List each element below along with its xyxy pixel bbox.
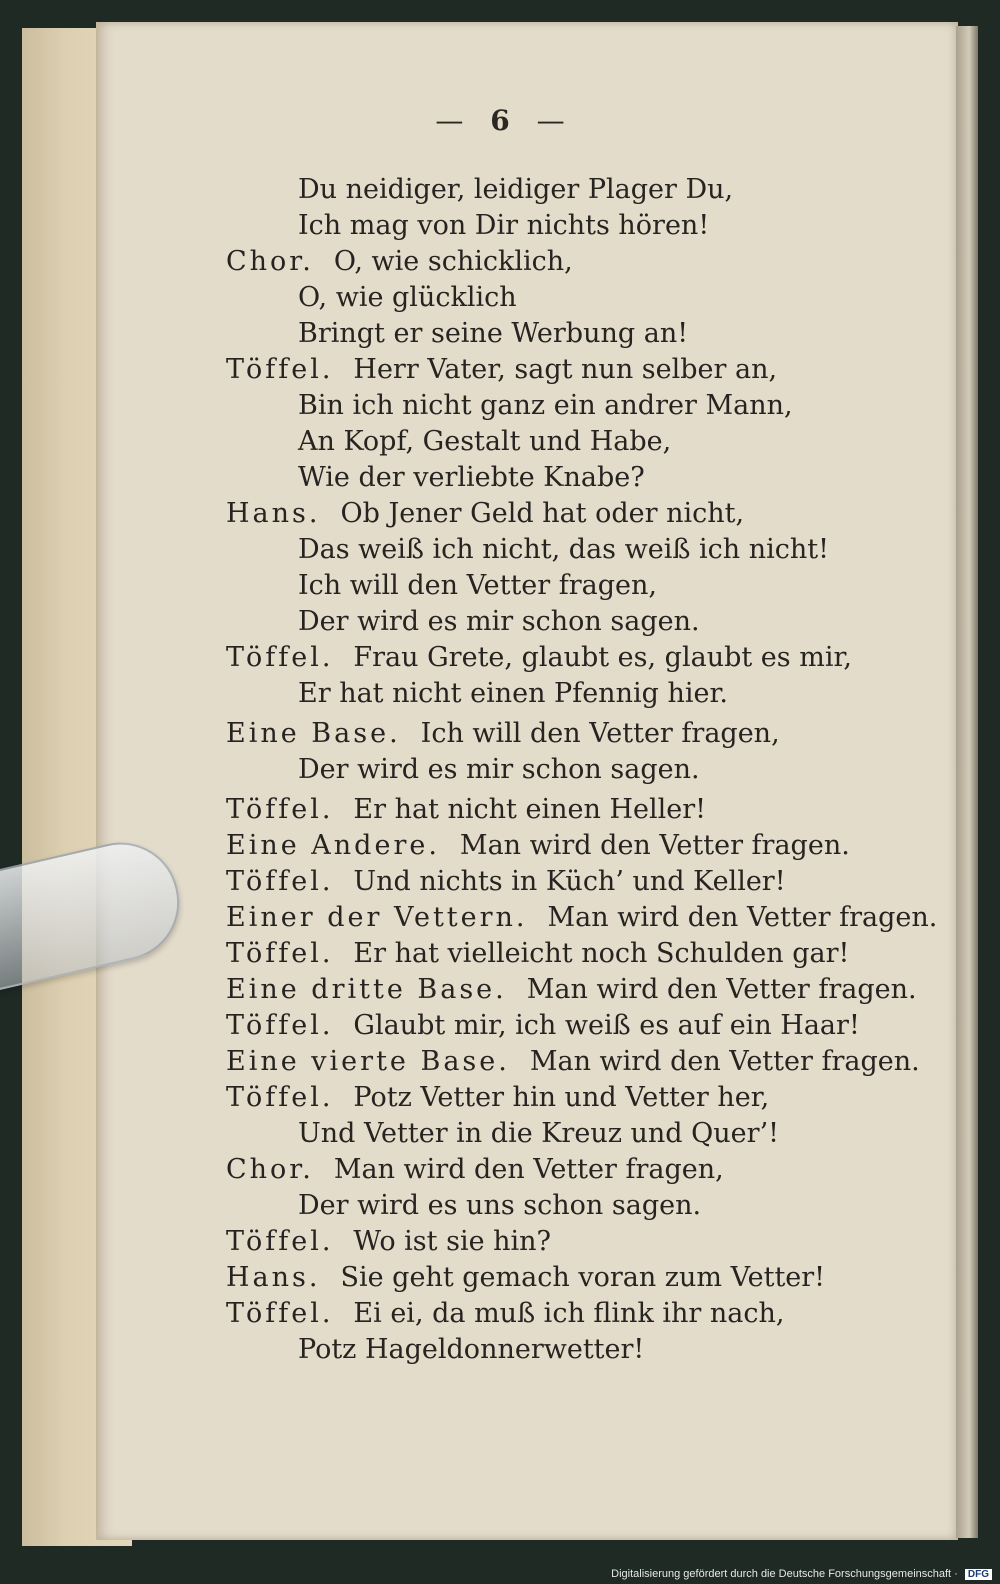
line-text: Potz Vetter hin und Vetter her, bbox=[353, 1082, 770, 1113]
dash-left: — bbox=[435, 104, 464, 137]
dash-right: — bbox=[536, 104, 565, 137]
line-text: Man wird den Vetter fragen. bbox=[459, 830, 850, 861]
text-line bbox=[226, 496, 946, 532]
speaker-name: Töffel. bbox=[226, 866, 334, 897]
text-line bbox=[226, 352, 946, 388]
line-text: Das weiß ich nicht, das weiß ich nicht! bbox=[298, 534, 829, 565]
line-text: Er hat nicht einen Heller! bbox=[353, 794, 706, 825]
text-line bbox=[226, 1152, 946, 1188]
speaker-name: Töffel. bbox=[226, 794, 334, 825]
text-line bbox=[226, 1044, 946, 1080]
line-text: Und Vetter in die Kreuz und Quer’! bbox=[298, 1118, 780, 1149]
speaker-name: Hans. bbox=[226, 498, 321, 529]
text-line bbox=[226, 1224, 946, 1260]
text-line bbox=[226, 172, 946, 208]
line-text: Ob Jener Geld hat oder nicht, bbox=[340, 498, 745, 529]
page-header bbox=[0, 104, 1000, 137]
line-text: Wo ist sie hin? bbox=[353, 1226, 552, 1257]
text-line bbox=[226, 604, 946, 640]
speaker-name: Töffel. bbox=[226, 1298, 334, 1329]
text-line bbox=[226, 1296, 946, 1332]
line-text: Er hat vielleicht noch Schulden gar! bbox=[353, 938, 850, 969]
text-line bbox=[226, 900, 946, 936]
text-line bbox=[226, 1188, 946, 1224]
text-line bbox=[226, 864, 946, 900]
line-text: Glaubt mir, ich weiß es auf ein Haar! bbox=[353, 1010, 860, 1041]
speaker-name: Eine vierte Base. bbox=[226, 1046, 510, 1077]
text-line bbox=[226, 676, 946, 712]
speaker-name: Eine Base. bbox=[226, 718, 401, 749]
text-block bbox=[226, 172, 946, 1368]
line-text: Der wird es mir schon sagen. bbox=[298, 754, 700, 785]
footer bbox=[611, 1568, 992, 1580]
line-text: Ei ei, da muß ich flink ihr nach, bbox=[353, 1298, 785, 1329]
text-line bbox=[226, 752, 946, 788]
speaker-name: Eine Andere. bbox=[226, 830, 440, 861]
speaker-name: Töffel. bbox=[226, 1010, 334, 1041]
text-line bbox=[226, 316, 946, 352]
line-text: Er hat nicht einen Pfennig hier. bbox=[298, 678, 728, 709]
line-text: Potz Hageldonnerwetter! bbox=[298, 1334, 645, 1365]
dfg-logo: DFG bbox=[965, 1569, 992, 1580]
text-line bbox=[226, 424, 946, 460]
speaker-name: Chor. bbox=[226, 1154, 314, 1185]
text-line bbox=[226, 1260, 946, 1296]
line-text: Man wird den Vetter fragen, bbox=[333, 1154, 724, 1185]
text-line bbox=[226, 828, 946, 864]
text-line bbox=[226, 1080, 946, 1116]
line-text: Bin ich nicht ganz ein andrer Mann, bbox=[298, 390, 793, 421]
line-text: Man wird den Vetter fragen. bbox=[547, 902, 938, 933]
line-text: O, wie glücklich bbox=[298, 282, 517, 313]
text-line bbox=[226, 1116, 946, 1152]
line-text: Der wird es mir schon sagen. bbox=[298, 606, 700, 637]
speaker-name: Eine dritte Base. bbox=[226, 974, 507, 1005]
line-text: Man wird den Vetter fragen. bbox=[529, 1046, 920, 1077]
speaker-name: Töffel. bbox=[226, 354, 334, 385]
line-text: Sie geht gemach voran zum Vetter! bbox=[340, 1262, 826, 1293]
speaker-name: Hans. bbox=[226, 1262, 321, 1293]
page-number: 6 bbox=[490, 104, 510, 137]
line-text: Man wird den Vetter fragen. bbox=[526, 974, 917, 1005]
text-line bbox=[226, 716, 946, 752]
text-line bbox=[226, 532, 946, 568]
line-text: Herr Vater, sagt nun selber an, bbox=[353, 354, 778, 385]
line-text: An Kopf, Gestalt und Habe, bbox=[298, 426, 672, 457]
text-line bbox=[226, 1008, 946, 1044]
text-line bbox=[226, 972, 946, 1008]
footer-credit: Digitalisierung gefördert durch die Deutsche Forschungsgemeinschaft · bbox=[611, 1568, 958, 1580]
speaker-name: Töffel. bbox=[226, 938, 334, 969]
text-line bbox=[226, 460, 946, 496]
line-text: Bringt er seine Werbung an! bbox=[298, 318, 689, 349]
speaker-name: Chor. bbox=[226, 246, 314, 277]
line-text: Ich will den Vetter fragen, bbox=[298, 570, 657, 601]
line-text: Und nichts in Küch’ und Keller! bbox=[353, 866, 786, 897]
line-text: Du neidiger, leidiger Plager Du, bbox=[298, 174, 734, 205]
text-line bbox=[226, 936, 946, 972]
line-text: Ich mag von Dir nichts hören! bbox=[298, 210, 710, 241]
text-line bbox=[226, 244, 946, 280]
line-text: O, wie schicklich, bbox=[333, 246, 573, 277]
line-text: Frau Grete, glaubt es, glaubt es mir, bbox=[353, 642, 852, 673]
speaker-name: Töffel. bbox=[226, 1226, 334, 1257]
line-text: Wie der verliebte Knabe? bbox=[298, 462, 645, 493]
speaker-name: Töffel. bbox=[226, 1082, 334, 1113]
text-line bbox=[226, 1332, 946, 1368]
page-edge bbox=[956, 26, 978, 1538]
text-line bbox=[226, 280, 946, 316]
speaker-name: Töffel. bbox=[226, 642, 334, 673]
line-text: Ich will den Vetter fragen, bbox=[420, 718, 780, 749]
text-line bbox=[226, 388, 946, 424]
text-line bbox=[226, 792, 946, 828]
line-text: Der wird es uns schon sagen. bbox=[298, 1190, 702, 1221]
speaker-name: Einer der Vettern. bbox=[226, 902, 528, 933]
text-line bbox=[226, 208, 946, 244]
text-line bbox=[226, 568, 946, 604]
text-line bbox=[226, 640, 946, 676]
